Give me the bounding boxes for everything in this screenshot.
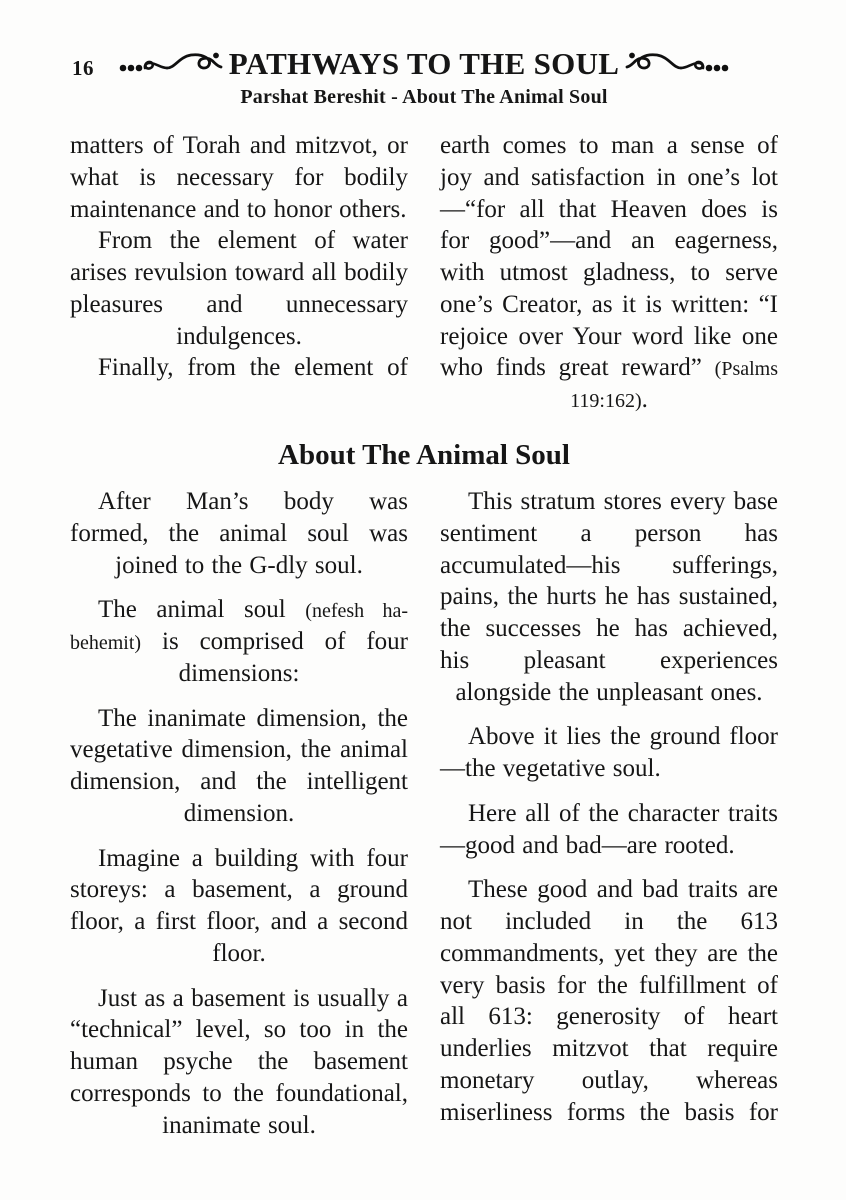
text-run: The animal soul — [98, 596, 306, 624]
small-inline-text: (nefesh ha-behemit) — [70, 600, 408, 654]
text-run: This stratum stores every base sentiment a person has accumulated—his sufferings, pains, the hurts he has sustained, the successes he has achieved, his pleasant experiences alongside the unpleasant ones. — [440, 488, 778, 706]
paragraph — [70, 983, 408, 1142]
paragraph — [70, 225, 408, 352]
text-column-right — [440, 130, 778, 416]
paragraph — [70, 352, 408, 384]
text-run: earth comes to man a sense of joy and satisfaction in one’s lot—“for all that Heaven does is for good”—and an eagerness, with utmost gladness, to serve one’s Creator, as it is written: “I rejoice over Your word like one who finds great reward” — [440, 132, 778, 382]
paragraph — [440, 874, 778, 1128]
page-number: 16 — [72, 56, 94, 80]
page-title: PATHWAYS TO THE SOUL — [228, 46, 620, 81]
paragraph — [70, 703, 408, 830]
title-row — [70, 48, 778, 79]
animal-soul-section — [70, 486, 778, 1154]
text-run: Just as a basement is usually a “technical” level, so too in the human psyche the basement corresponds to the foundational, inanimate soul. — [70, 984, 408, 1139]
text-run: Finally, from the element of — [98, 354, 408, 382]
small-inline-text: (Psalms 119:162) — [570, 358, 778, 412]
text-run: Above it lies the ground floor—the vegetative soul. — [440, 723, 778, 782]
page-header — [70, 0, 778, 109]
top-section — [70, 130, 778, 416]
text-run: Imagine a building with four storeys: a basement, a ground floor, a first floor, and a second floor. — [70, 844, 408, 967]
text-column-right — [440, 486, 778, 1154]
flourish-left-icon — [117, 49, 225, 79]
paragraph — [440, 130, 778, 416]
text-column-left — [70, 486, 408, 1154]
text-run: After Man’s body was formed, the animal soul was joined to the G-dly soul. — [70, 488, 408, 579]
text-run: Here all of the character traits—good and bad—are rooted. — [440, 799, 778, 859]
text-run: matters of Torah and mitzvot, or what is necessary for bodily maintenance and to honor others. — [70, 132, 408, 223]
flourish-right-icon — [623, 49, 731, 79]
page-subtitle: Parshat Bereshit - About The Animal Soul — [240, 86, 608, 108]
text-run: From the element of water arises revulsion toward all bodily pleasures and unnecessary indulgences. — [70, 227, 408, 350]
paragraph — [70, 594, 408, 689]
text-run: is comprised of four dimensions: — [141, 628, 408, 687]
section-heading: About The Animal Soul — [278, 438, 570, 471]
paragraph — [440, 486, 778, 708]
paragraph — [70, 486, 408, 581]
text-column-left — [70, 130, 408, 416]
text-run: These good and bad traits are not included in the 613 commandments, yet they are the very basis for the fulfillment of all 613: generosity of heart underlies mitzvot that require monetary outlay, whereas miserliness forms the basis for — [440, 876, 778, 1126]
paragraph — [440, 721, 778, 785]
paragraph — [70, 130, 408, 225]
text-run: . — [641, 386, 648, 413]
text-run: The inanimate dimension, the vegetative dimension, the animal dimension, and the intelligent dimension. — [70, 704, 408, 827]
paragraph — [440, 798, 778, 862]
paragraph — [70, 843, 408, 970]
